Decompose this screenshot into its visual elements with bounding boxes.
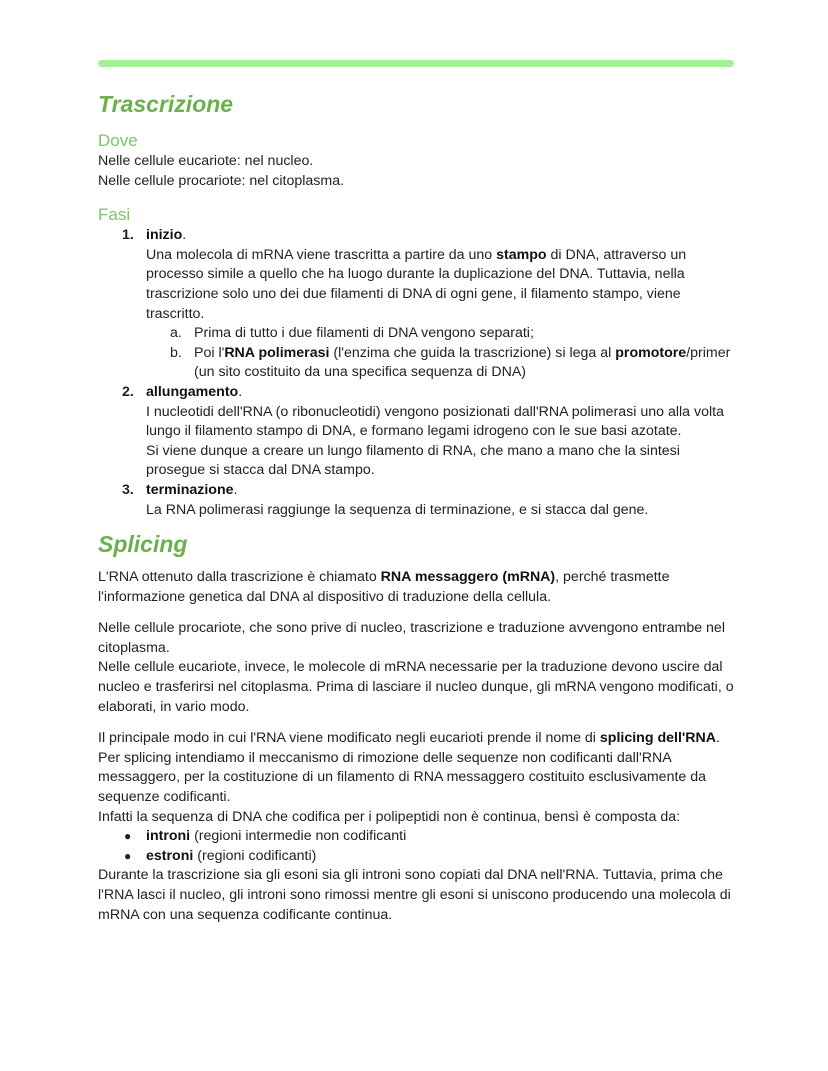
list-number: 2.: [122, 383, 134, 400]
header-accent-bar: [98, 60, 734, 67]
bullet-list: [98, 827, 740, 866]
term-estroni: estroni: [146, 847, 194, 864]
fase-title: [146, 383, 740, 403]
fasi-list: [98, 226, 740, 520]
term-mrna: RNA messaggero (mRNA): [380, 569, 556, 586]
fase-title: [146, 226, 740, 246]
sublist-item: a. Prima di tutto i due filamenti di DNA vengono separati;: [146, 324, 740, 344]
splicing-paragraph-2: Nelle cellule procariote, che sono prive di nucleo, trascrizione e traduzione avvengono entrambe nel citoplasma.: [98, 620, 725, 656]
sublist-item: b. Poi l'RNA polimerasi (l'enzima che guida la trascrizione) si lega al promotore/primer (un sito costituito da una specifica sequenza di DNA): [170, 344, 731, 381]
term-introni: introni: [146, 828, 191, 845]
splicing-paragraph-5: Infatti la sequenza di DNA che codifica per i polipeptidi non è continua, bensì è composta da:: [98, 808, 681, 825]
fase-title-text: inizio: [146, 227, 183, 244]
fase-title-text: allungamento: [146, 383, 239, 400]
bullet-item-introni: ● introni (regioni intermedie non codificanti: [98, 827, 740, 847]
fase-description: La RNA polimerasi raggiunge la sequenza di terminazione, e si stacca dal gene.: [146, 501, 649, 518]
heading-trascrizione: Trascrizione: [98, 91, 234, 117]
document-content: [98, 88, 740, 925]
bullet-icon: ●: [124, 848, 132, 863]
fase-description: Una molecola di mRNA viene trascritta a partire da uno stampo di DNA, attraverso un processo simile a quello che ha luogo durante la duplicazione del DNA. Tuttavia, nella trascrizione solo uno dei due filamenti di DNA di ogni gene, il filamento stampo, viene trascritto.: [146, 246, 687, 322]
fase-title-suffix: .: [182, 227, 187, 244]
splicing-paragraph-3: Nelle cellule eucariote, invece, le molecole di mRNA necessarie per la traduzione devono uscire dal nucleo e trasferirsi nel citoplasma. Prima di lasciare il nucleo dunque, gli mRNA vengono modificati, o elaborati, in vario modo.: [98, 659, 734, 715]
heading-splicing: Splicing: [98, 531, 188, 558]
bullet-item-estroni: ● estroni (regioni codificanti): [98, 847, 740, 867]
bullet-icon: ●: [124, 829, 132, 844]
fase-description: Si viene dunque a creare un lungo filamento di RNA, che mano a mano che la sintesi prosegue si stacca dal DNA stampo.: [146, 442, 680, 479]
fase-terminazione: [98, 481, 740, 520]
list-number: 3.: [122, 481, 134, 498]
fase-title-suffix: .: [233, 481, 238, 498]
dove-line-1: Nelle cellule eucariote: nel nucleo.: [98, 153, 314, 169]
dove-line-2: Nelle cellule procariote: nel citoplasma.: [98, 172, 345, 189]
term-promotore: promotore: [615, 344, 687, 361]
list-number: 1.: [122, 227, 134, 244]
fase-title-text: terminazione: [146, 481, 234, 498]
subheading-fasi: Fasi: [98, 205, 131, 225]
splicing-paragraph-1: L'RNA ottenuto dalla trascrizione è chiamato RNA messaggero (mRNA), perché trasmette l'informazione genetica dal DNA al dispositivo di traduzione della cellula.: [98, 569, 670, 605]
fase-allungamento: [98, 383, 740, 481]
term-rna-polimerasi: RNA polimerasi: [224, 344, 330, 361]
fase-title-suffix: .: [238, 383, 243, 400]
fase-title: [146, 481, 740, 501]
fase-inizio: [98, 226, 740, 383]
subheading-dove: Dove: [98, 131, 138, 150]
list-letter: a.: [170, 325, 182, 342]
term-stampo: stampo: [496, 246, 547, 263]
splicing-paragraph-6: Durante la trascrizione sia gli esoni sia gli introni sono copiati dal DNA nell'RNA. Tuttavia, prima che l'RNA lasci il nucleo, gli introni sono rimossi mentre gli esoni si uniscono producendo una molecola di mRNA con una sequenza codificante continua.: [98, 867, 731, 923]
list-letter: b.: [170, 344, 182, 361]
splicing-paragraph-4: Il principale modo in cui l'RNA viene modificato negli eucarioti prende il nome di splicing dell'RNA. Per splicing intendiamo il meccanismo di rimozione delle sequenze non codificanti dall'RNA messaggero, per la costituzione di un filamento di RNA messaggero costituito esclusivamente da sequenze codificanti.: [98, 730, 720, 806]
fase-description: I nucleotidi dell'RNA (o ribonucleotidi) vengono posizionati dall'RNA polimerasi uno alla volta lungo il filamento stampo di DNA, e formano legami idrogeno con le sue basi azotate.: [146, 403, 724, 440]
inizio-sublist: [146, 324, 740, 383]
term-splicing: splicing dell'RNA: [599, 730, 717, 747]
